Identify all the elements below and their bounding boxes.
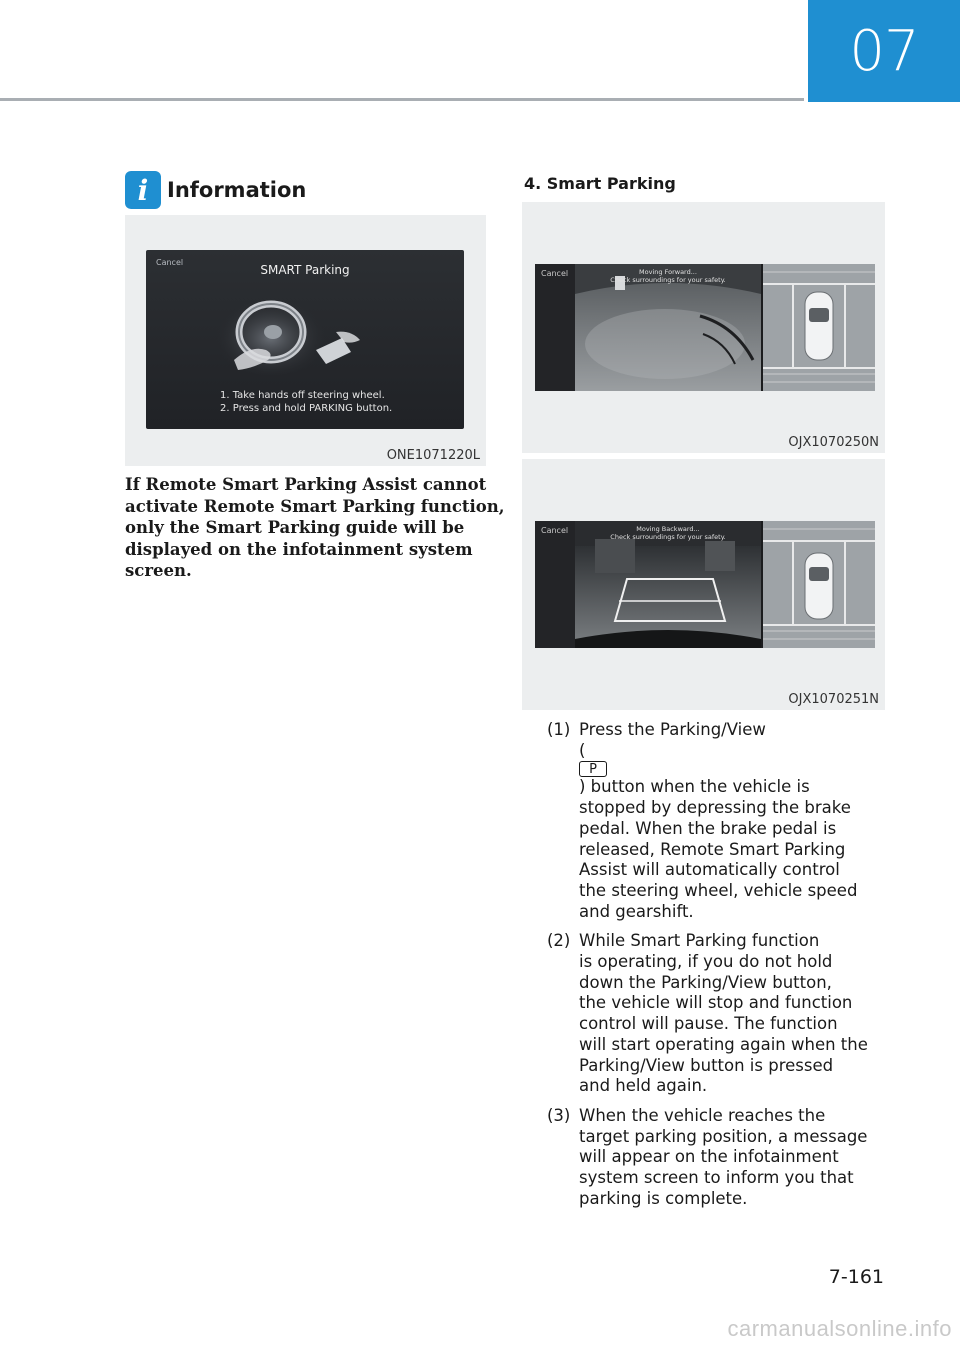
figure-code: OJX1070250N — [788, 435, 879, 450]
step-line: down the Parking/View button, — [579, 972, 832, 992]
cancel-label: Cancel — [156, 258, 184, 267]
page-number: 7-161 — [828, 1266, 884, 1288]
parking-top-view — [763, 521, 875, 648]
step-line: is operating, if you do not hold — [579, 952, 833, 972]
info-heading — [125, 171, 306, 209]
step-text — [579, 1106, 867, 1210]
step-line: Press the Parking/View — [579, 720, 766, 739]
info-paragraph — [125, 474, 505, 582]
info-icon: i — [125, 171, 161, 209]
status-line: Moving Backward... — [636, 525, 700, 533]
smart-parking-screen — [146, 250, 464, 429]
status-line: Check surroundings for your safety. — [610, 276, 726, 284]
header-rule — [0, 98, 804, 101]
forward-figure — [522, 202, 885, 453]
step-line — [579, 741, 857, 798]
list-item — [547, 931, 887, 1097]
instruction-line: 1. Take hands off steering wheel. — [220, 390, 385, 401]
list-item — [547, 720, 887, 922]
info-figure — [125, 215, 486, 466]
screen-sidebar — [535, 521, 575, 648]
step-line: Parking/View button is pressed — [579, 1055, 834, 1075]
step-number: (1) — [547, 720, 571, 739]
paragraph-line: only the Smart Parking guide will be — [125, 518, 465, 537]
step-line: When the vehicle reaches the — [579, 1105, 826, 1125]
steps-list — [547, 720, 887, 1218]
step-text — [579, 931, 868, 1097]
section-title: 4. Smart Parking — [524, 174, 676, 193]
cancel-label: Cancel — [541, 269, 569, 278]
paragraph-line: displayed on the infotainment system — [125, 539, 473, 559]
list-item — [547, 1106, 887, 1210]
step-line: the vehicle will stop and function — [579, 993, 853, 1013]
step-line-post: ) button when the vehicle is — [579, 777, 810, 797]
figure-code: ONE1071220L — [386, 448, 480, 463]
step-number: (3) — [547, 1105, 571, 1125]
step-line: While Smart Parking function — [579, 931, 820, 951]
step-line: pedal. When the brake pedal is — [579, 818, 837, 838]
paragraph-line: If Remote Smart Parking Assist cannot — [125, 475, 487, 494]
step-line: and held again. — [579, 1076, 708, 1096]
step-line: target parking position, a message — [579, 1126, 868, 1146]
paragraph-line: screen. — [125, 561, 192, 580]
status-line: Moving Forward... — [639, 268, 697, 276]
screen-title: SMART Parking — [260, 263, 350, 277]
step-number: (2) — [547, 931, 571, 951]
step-line: stopped by depressing the brake — [579, 798, 851, 818]
status-message — [575, 268, 761, 284]
instruction-lines — [220, 389, 392, 415]
info-title: Information — [167, 178, 307, 202]
step-line: released, Remote Smart Parking — [579, 839, 846, 859]
step-line: parking is complete. — [579, 1188, 748, 1208]
cancel-label: Cancel — [541, 526, 569, 535]
top-view — [763, 264, 875, 391]
backward-figure — [522, 459, 885, 710]
paragraph-line: activate Remote Smart Parking function, — [125, 496, 505, 516]
backward-camera-screen — [535, 521, 875, 648]
paren-open: ( — [579, 740, 586, 760]
status-line: Check surroundings for your safety. — [610, 533, 726, 541]
status-message — [575, 525, 761, 541]
step-line: will start operating again when the — [579, 1034, 868, 1054]
parking-button-icon: P — [579, 761, 607, 777]
screen-sidebar — [535, 264, 575, 391]
step-line: control will pause. The function — [579, 1014, 838, 1034]
top-view — [763, 521, 875, 648]
watermark: carmanualsonline.info — [727, 1316, 952, 1341]
step-line: the steering wheel, vehicle speed — [579, 880, 858, 900]
step-line: system screen to inform you that — [579, 1168, 854, 1188]
instruction-line: 2. Press and hold PARKING button. — [220, 403, 393, 414]
chapter-tab: 07 — [808, 0, 960, 102]
forward-camera-screen — [535, 264, 875, 391]
step-line: Assist will automatically control — [579, 860, 840, 880]
figure-code: OJX1070251N — [788, 692, 879, 707]
parking-top-view — [763, 264, 875, 391]
step-line: will appear on the infotainment — [579, 1147, 839, 1167]
step-text — [579, 720, 857, 922]
step-line: and gearshift. — [579, 901, 694, 921]
